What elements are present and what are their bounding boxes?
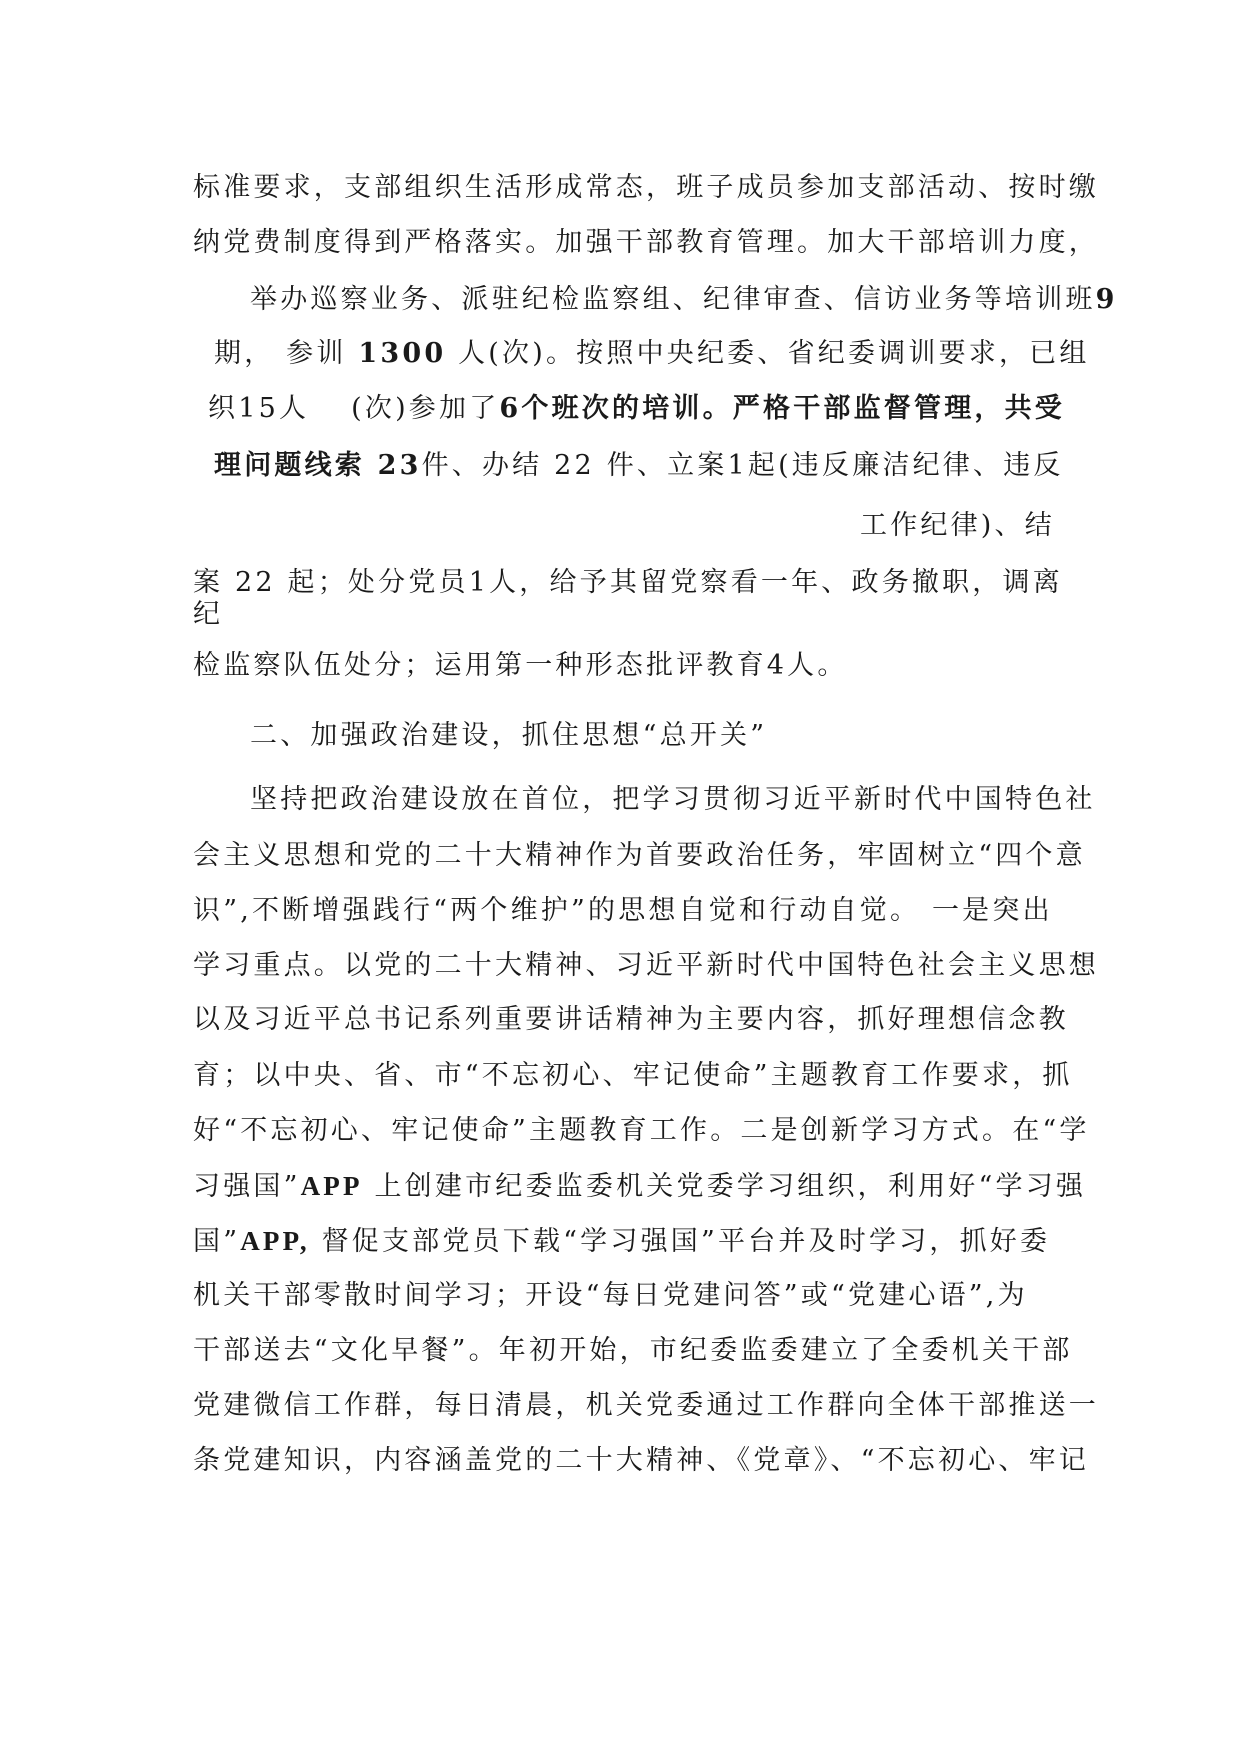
text-segment: 期， 参训 xyxy=(214,338,359,369)
text-line-10 xyxy=(193,648,848,684)
text-line-21 xyxy=(193,1278,1028,1314)
text-line-6 xyxy=(214,448,1064,484)
text-segment-bold: 9 xyxy=(1095,284,1118,315)
text-segment: 学习重点。以党的二十大精神、习近平新时代中国特色社会主义思想 xyxy=(193,950,1099,981)
text-segment: 识”,不断增强践行“两个维护”的思想自觉和行动自觉。 一是突出 xyxy=(193,895,1053,926)
text-segment-bold: APP, xyxy=(240,1226,310,1256)
text-line-3 xyxy=(250,282,1118,318)
section-heading xyxy=(250,718,767,754)
text-line-20 xyxy=(193,1223,1050,1260)
text-segment: 纳党费制度得到严格落实。加强干部教育管理。加大干部培训力度， xyxy=(193,227,1099,258)
text-line-5 xyxy=(208,391,1065,427)
text-line-2 xyxy=(193,225,1099,261)
text-segment: 条党建知识，内容涵盖党的二十大精神、《党章》、“不忘初心、牢记 xyxy=(193,1445,1090,1476)
text-segment: 督促支部党员下载“学习强国”平台并及时学习，抓好委 xyxy=(309,1226,1051,1257)
text-line-15 xyxy=(193,948,1099,984)
text-segment: 国” xyxy=(193,1226,241,1257)
text-line-18 xyxy=(193,1113,1090,1149)
text-segment: 习强国” xyxy=(193,1171,301,1202)
text-segment: 会主义思想和党的二十大精神作为首要政治任务，牢固树立“四个意 xyxy=(193,840,1086,871)
text-segment: 以及习近平总书记系列重要讲话精神为主要内容，抓好理想信念教 xyxy=(193,1004,1069,1035)
text-line-13 xyxy=(193,838,1086,874)
text-line-14 xyxy=(193,893,1053,929)
text-segment: 好“不忘初心、牢记使命”主题教育工作。二是创新学习方式。在“学 xyxy=(193,1115,1090,1146)
text-line-22 xyxy=(193,1333,1073,1369)
text-segment: 党建微信工作群，每日清晨，机关党委通过工作群向全体干部推送一 xyxy=(193,1390,1099,1421)
text-segment: 工作纪律)、结 xyxy=(860,510,1055,541)
text-line-1 xyxy=(193,170,1099,206)
text-line-7 xyxy=(860,508,1055,544)
text-segment: 人(次)。按照中央纪委、省纪委调训要求，已组 xyxy=(446,338,1090,369)
text-segment: 干部送去“文化早餐”。年初开始，市纪委监委建立了全委机关干部 xyxy=(193,1335,1073,1366)
text-segment: 机关干部零散时间学习；开设“每日党建问答”或“党建心语”,为 xyxy=(193,1280,1028,1311)
text-segment: 件、办结 22 件、立案1起(违反廉洁纪律、违反 xyxy=(421,450,1064,481)
text-segment: 举办巡察业务、派驻纪检监察组、纪律审查、信访业务等培训班 xyxy=(250,284,1096,315)
text-line-12 xyxy=(250,782,1096,818)
text-line-9 xyxy=(193,597,223,633)
text-segment: 案 22 起；处分党员1人，给予其留党察看一年、政务撤职，调离 xyxy=(193,567,1063,598)
text-segment: 二、加强政治建设，抓住思想“总开关” xyxy=(250,720,768,751)
text-segment: 育；以中央、省、市“不忘初心、牢记使命”主题教育工作要求，抓 xyxy=(193,1060,1073,1091)
text-line-23 xyxy=(193,1388,1099,1424)
text-line-19 xyxy=(193,1168,1086,1205)
text-segment: 上创建市纪委监委机关党委学习组织，利用好“学习强 xyxy=(362,1171,1087,1202)
text-line-17 xyxy=(193,1058,1073,1094)
text-line-8 xyxy=(193,565,1063,601)
text-line-24 xyxy=(193,1443,1089,1479)
text-segment-bold: APP xyxy=(300,1171,363,1201)
text-segment-bold: 1300 xyxy=(358,338,447,369)
text-line-4 xyxy=(214,336,1090,372)
text-segment: 标准要求，支部组织生活形成常态，班子成员参加支部活动、按时缴 xyxy=(193,172,1099,203)
text-segment: 坚持把政治建设放在首位，把学习贯彻习近平新时代中国特色社 xyxy=(250,784,1096,815)
text-segment: 检监察队伍处分；运用第一种形态批评教育4人。 xyxy=(193,650,848,681)
text-segment-bold: 6个班次的培训。严格干部监督管理，共受 xyxy=(499,393,1065,424)
text-line-16 xyxy=(193,1002,1069,1038)
text-segment: 纪 xyxy=(193,599,224,630)
text-segment: 织15人 (次)参加了 xyxy=(208,393,500,424)
text-segment-bold: 理问题线索 23 xyxy=(214,450,422,481)
